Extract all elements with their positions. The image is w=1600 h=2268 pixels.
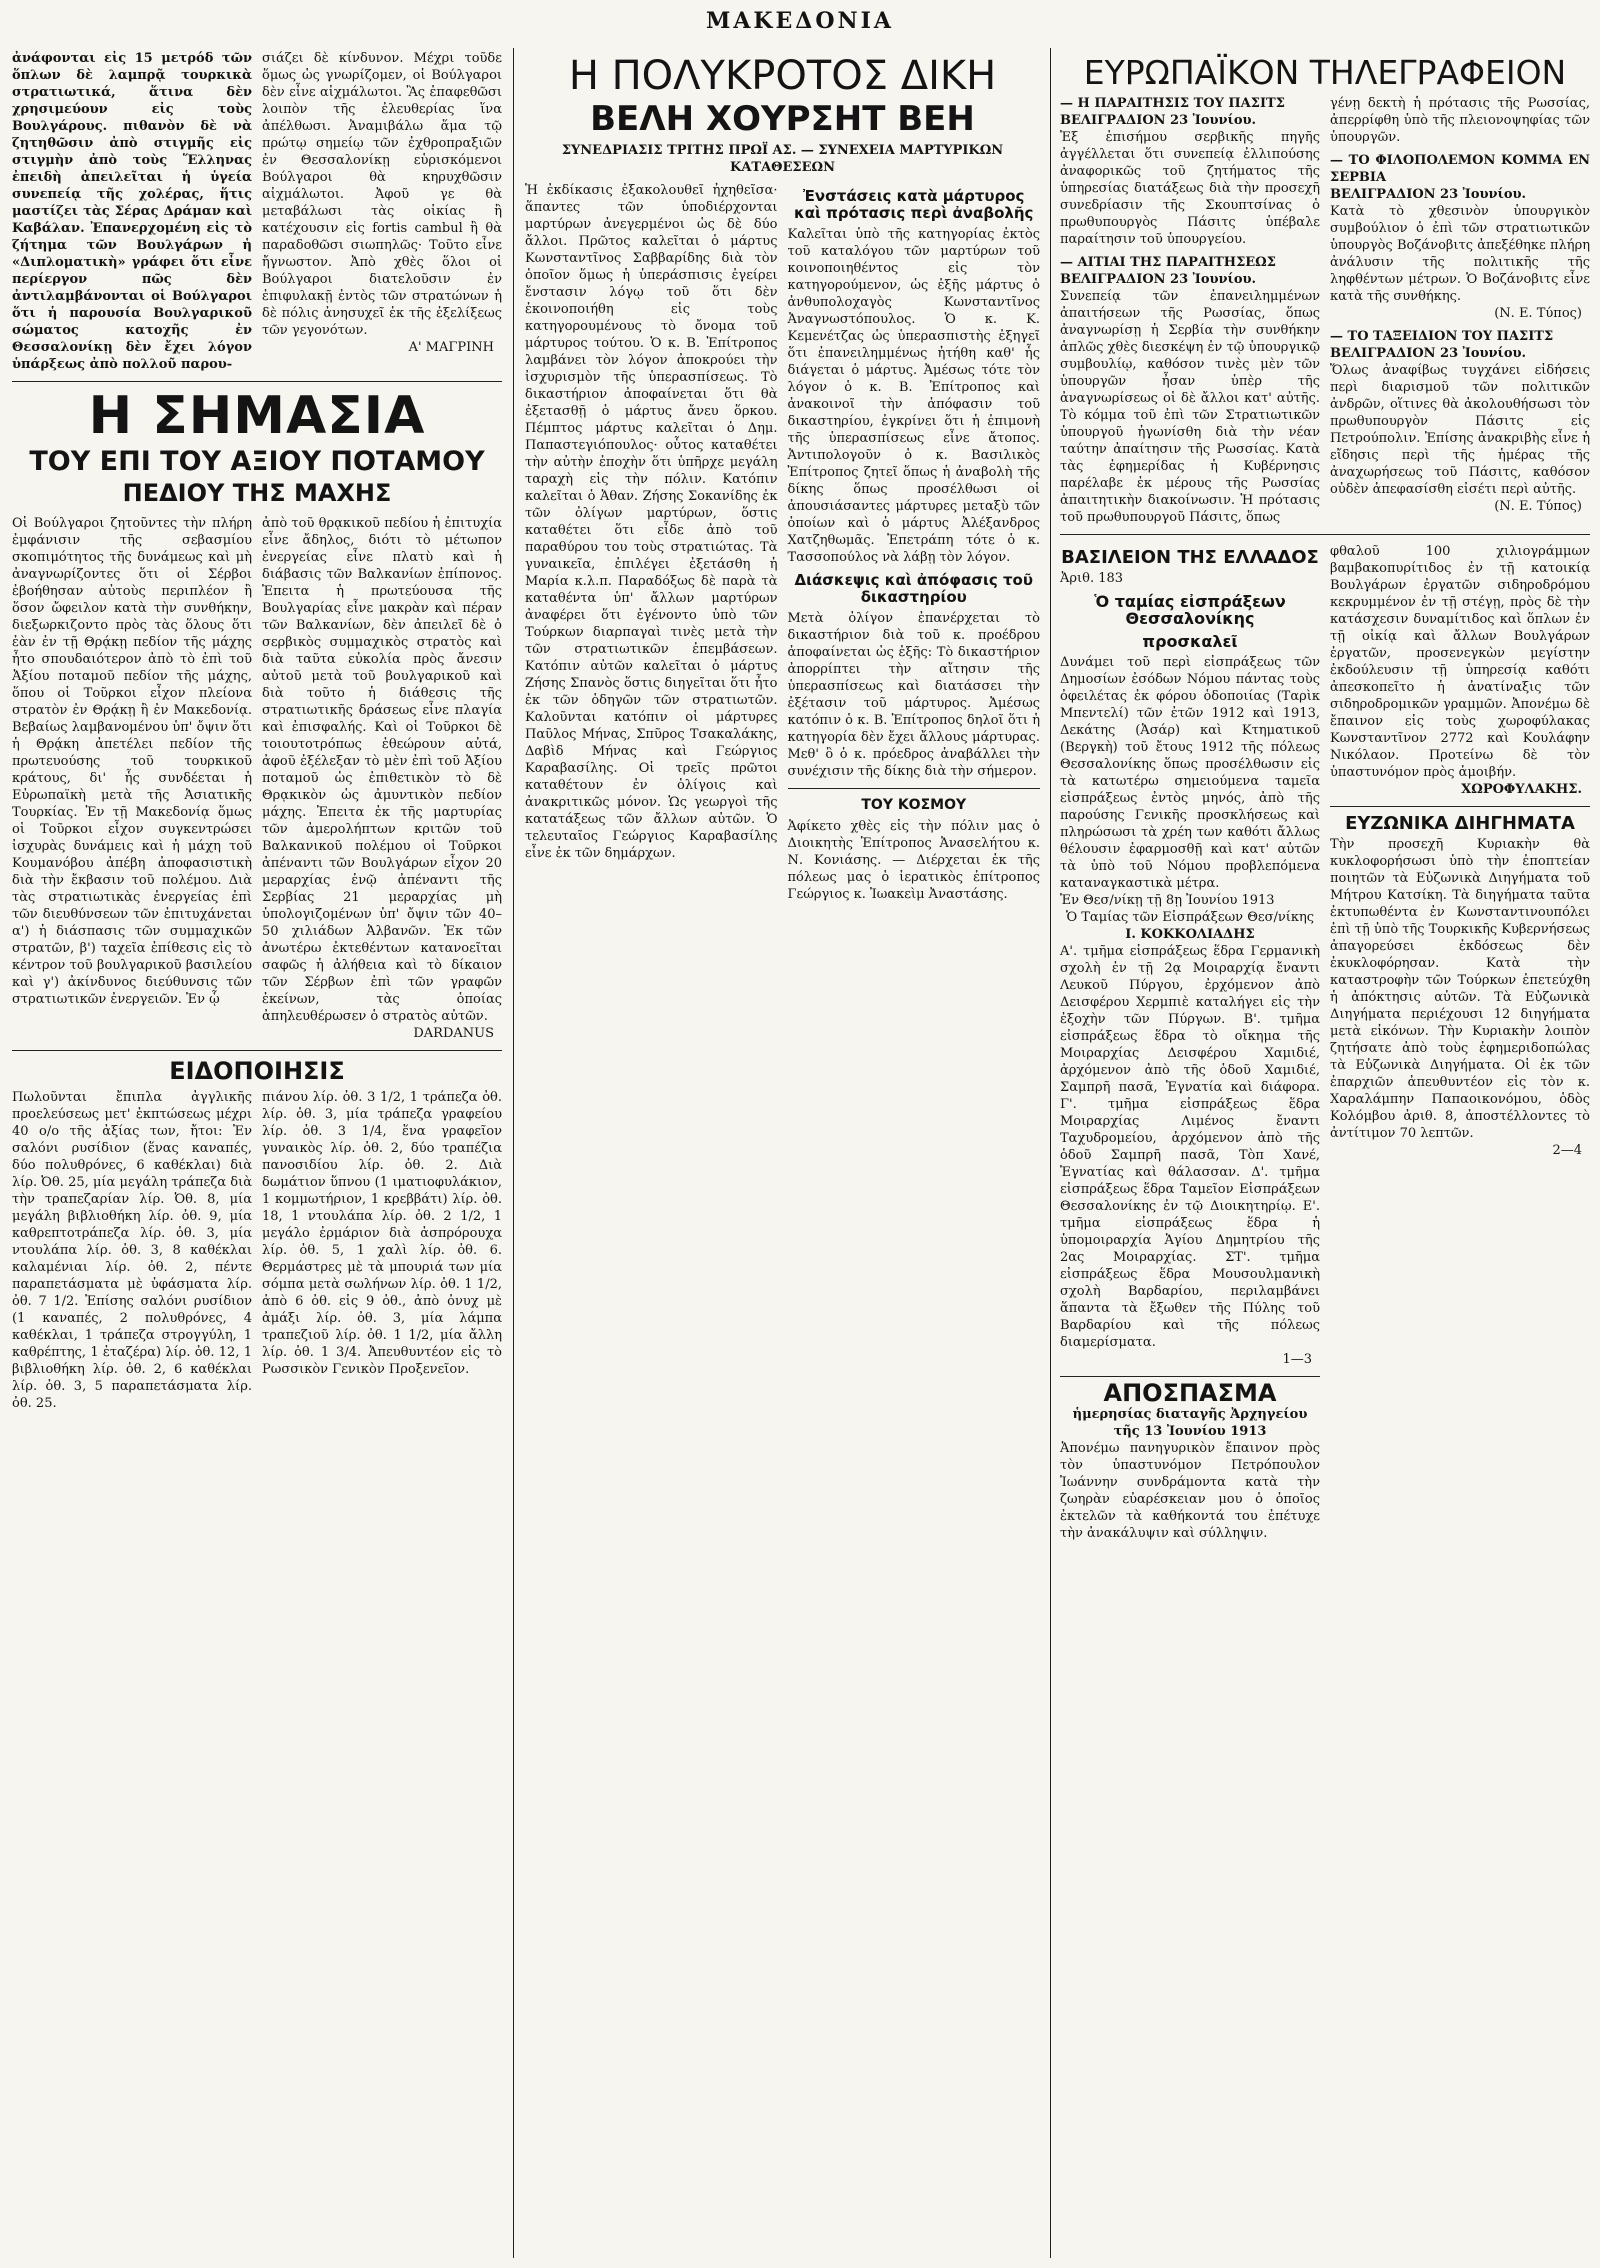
notices-right-text: πιάνου λίρ. ὀθ. 3 1/2, 1 τράπεζα ὀθ. λίρ. ὀθ. 3, μία τράπεζα γραφείου λίρ. ὀθ. 3 1/4, ἕνα γραφεῖον γυναικὸς λίρ. ὀθ. 2, δύο τραπέζια πανοσιδίου λίρ. ὀθ. 2. Διὰ δωμάτιον ὕπνου (1 ιματιοφυλάκιον, 1 κομμωτήριον, 1 κρεββάτι) λίρ. ὀθ. 18, 1 ντουλάπα λίρ. ὀθ. 2 1/2, 1 μεγάλο ἐρμάριον διὰ ἀσπρόρουχα λίρ. ὀθ. 5, 1 χαλὶ λίρ. ὀθ. 6. Θερμάστρες μὲ τὰ μπουριά των μία σόμπα μετὰ σωλήνων λίρ. ὀθ. 1 1/2, ἀπὸ 6 ὀθ. εἰς 9 ὀθ., ἀπὸ ὀνυχ μὲ ἀμάξι λίρ. ὀθ. 3, μία λάμπα τραπεζιοῦ λίρ. ὀθ. 1 1/2, μία ἄλλη λίρ. ὀθ. 1 3/4. Ἀπευθυντέον εἰς τὸ Ρωσσικὸν Γενικὸν Προξενεῖον. xyxy=(262,1090,502,1377)
s2-title: — ΑΙΤΙΑΙ ΤΗΣ ΠΑΡΑΙΤΗΣΕΩΣ xyxy=(1060,255,1276,270)
kingdom-date: Ἐν Θεσ/νίκῃ τῇ 8ῃ Ἰουνίου 1913 xyxy=(1060,893,1275,908)
s5-title: — ΤΟ ΤΑΞΕΙΔΙΟΝ ΤΟΥ ΠΑΣΙΤΣ xyxy=(1330,329,1554,344)
notices-left-text: Πωλοῦνται ἔπιπλα ἀγγλικῆς προελεύσεως μετ' ἐκπτώσεως μέχρι 40 ο/ο τῆς ἀξίας των, ἤτοι: Ἐν σαλόνι ρυσίδιον (ἕνας καναπές, δύο πολυθρόνες, 6 καθέκλαι) διὰ λίρ. Ὀθ. 25, μία μεγάλη τράπεζα διὰ τὴν τραπεζαρίαν λίρ. Ὀθ. 8, μία μεγάλη βιβλιοθήκη λίρ. ὀθ. 9, μία καθρεπτοτράπεζα λίρ. ὀθ. 3, μία ντουλάπα λίρ. ὀθ. 3, 8 καθέκλαι καλαμένιαι λίρ. ὀθ. 2, πέντε παραπετάσματα μὲ ὑφάσματα λίρ. ὀθ. 7 1/2. Ἐπίσης σαλόνι ρυσίδιον (1 καναπές, 2 πολυθρόνες, 4 καθέκλαι, 1 τράπεζα στρογγύλη, 1 καθρέπτης, 1 ἐταζέρα) λίρ. ὀθ. 12, 1 βιβλιοθήκη λίρ. ὀθ. 2, 6 καθέκλαι λίρ. ὀθ. 3, 5 παραπετάσματα λίρ. ὀθ. 25. xyxy=(12,1090,252,1411)
column-rule-2 xyxy=(1050,48,1051,2258)
kingdom-call: προσκαλεῖ xyxy=(1142,632,1238,651)
trial-subhead: ΒΕΛΗ ΧΟΥΡΣΗΤ ΒΕΗ xyxy=(590,99,975,139)
masthead: ΜΑΚΕΔΟΝΙΑ xyxy=(705,8,894,34)
kingdom-number: Ἀριθ. 183 xyxy=(1060,571,1124,586)
top-article-right: σιάζει δὲ κίνδυνον. Μέχρι τοῦδε ὅμως ὡς γνωρίζομεν, οἱ Βούλγαροι δὲν εἶνε αἰχμάλωτοι. Ἂς ἐπαφεθῶσι λοιπὸν τῆς ἐλευθερίας ἵνα ἀπέλθωσι. Ἀναμιβάλω ἅμα τῷ πρώτῳ σημείῳ τῶν ἐχθροπραξιῶν ἐν Θεσσαλονίκῃ εὑρισκόμενοι Βούλγαροι θὰ κηρυχθῶσιν αἰχμάλωτοι. Ἀφοῦ γε θὰ μεταβάλωσι τὰς οἰκίας ἢ κατέχουσιν εἰς fortis cambul ἢ θὰ παραδοθῶσι σιωπηλῶς· Τοῦτο εἶνε ἤγνωστον. Ἀπὸ χθὲς ὅλοι οἱ Βούλγαροι διατελοῦσιν ἐν ἐπιφυλακῇ ἐντὸς τῶν στρατώνων ἡ δὲ πόλις ἀνησυχεῖ ἐκ τῆς ἐξελίξεως τῶν γεγονότων. xyxy=(262,51,502,338)
s1-title: — Η ΠΑΡΑΙΤΗΣΙΣ ΤΟΥ ΠΑΣΙΤΣ xyxy=(1060,96,1285,111)
kingdom-subtitle: Ὁ ταμίας εἰσπράξεων Θεσσαλονίκης xyxy=(1094,592,1286,628)
trial-body-right: Καλεῖται ὑπὸ τῆς κατηγορίας ἐκτὸς τοῦ καταλόγου τῶν μαρτύρων τοῦ κοινοποιηθέντος εἰς τὸν κατηγορούμενον, ὡς ἐξῆς μάρτυς ὁ ἀνθυπολοχαγὸς Κωνσταντῖνος Ἀναγνωστόπουλος. Ὁ κ. Κ. Κεμενέτζας ὡς ὑπερασπιστὴς ἐξηγεῖ ὅτι ἐπανειλημμένως ἠτήθη καθ' ἧς διάγεται ὁ μάρτυς. Ἀμέσως τότε τὸν λόγον ὁ κ. Β. Ἐπίτροπος καὶ ἀνακοινοῖ τὴν ἀπόφασιν τοῦ δικαστηρίου, ἐγκρίνει ὅτι ἡ ἐπιμονὴ τῆς ὑπερασπίσεως εἶνε ἄτοπος. Ἀντιπολογοῦν ὁ κ. Βασιλικὸς Ἐπίτροπος ζητεῖ ὅπως ἡ ἀναβολὴ τῆς δίκης ὅπως προσέλθωσι οἱ ἀπουσιάσαντες μάρτυρες μεταξὺ τῶν ὁποίων καὶ ὁ μάρτυς Ἀλέξανδρος Χατζηθωμᾶς. Ἐπετράπη τότε ὁ κ. Τασσοπούλος νὰ λάβῃ τὸν λόγον. xyxy=(787,227,1040,565)
article-left-text: Οἱ Βούλγαροι ζητοῦντες τὴν πλήρη ἐμφάνισιν τῆς σεβασμίου σκοπιμότητος τῆς δυνάμεως καὶ μὴ ἀναγνωρίζοντες ὅτι οἱ Σέρβοι ἐβοήθησαν αὐτοὺς περιπλέον ἢ ὅσον ὤφειλον κατὰ τὴν συνθήκην, διεξωρκιζοντο πρὸς τὰς ὅλους ὅτι ἐὰν ἐν τῇ Θρᾴκῃ πεδίον τῆς μάχης ἦτο σπουδαιότερον ἀπὸ τὸ ἐπὶ τοῦ Ἀξίου ποταμοῦ πεδίον τῆς μάχης, ὅπου οἱ Τοῦρκοι εἶχον πλείονα στρατὸν ἐν Θρᾴκῃ ἢ ἐν Μακεδονίᾳ. Βεβαίως λαμβανομένου ὑπ' ὄψιν ὅτι ἡ Θρᾴκη ἀπετέλει πεδίον τῆς πρωτευούσης τοῦ τουρκικοῦ κράτους, δι' ἧς συνδέεται ἡ Εὐρωπαϊκὴ μετὰ τῆς Ἀσιατικῆς Τουρκίας. Ἐν τῇ Μακεδονίᾳ ὅμως οἱ Τοῦρκοι εἶχον συγκεντρώσει ἰσχυρὰς δυνάμεις καὶ ἡ μάχη τοῦ Κουμανόβου ἀπέβη ἀποφασιστικὴ διὰ τὴν ἔκβασιν τοῦ πολέμου. Διὰ τὰς στρατιωτικὰς ἐνεργείας ἐπὶ τῶν διευθύνσεων τῶν ἐπιτυχάνεται α') ἡ διάσπασις τῶν συμμαχικῶν στρατῶν, β') ταχεῖα ἐπίθεσις εἰς τὸ κέντρον τοῦ βουλγαρικοῦ βασιλείου καὶ γ') ἀκίνδυνος διεύθυνσις τῶν στρατιωτικῶν ἐνεργειῶν. Ἐν ᾧ xyxy=(12,516,252,1007)
top-article-left: ἀνάφονται εἰς 15 μετρόδ τῶν ὅπλων δὲ λαμπρᾷ τουρκικὰ στρατιωτικά, ἅτινα δὲν χρησιμεύουν εἰς τοὺς Βουλγάρους. πιθανὸν δὲ νὰ ζητηθῶσιν ἀπὸ στιγμῆς εἰς στιγμὴν ἀπὸ τοὺς Ἕλληνας ἐπειδὴ ἀπειλεῖται ἡ ὑγεία συνεπείᾳ τῆς χολέρας, ἥτις μαστίζει τὰς Σέρας Δράμαν καὶ Καβάλαν. Ἐπανερχομένη εἰς τὸ ζήτημα τῶν Βουλγάρων ἡ «Διπλοματικὴ» γράφει ὅτι εἶνε περίεργον πῶς δὲν ἀντιλαμβάνονται οἱ Βούλγαροι ὅτι ἡ παρουσία Βουλγαρικοῦ σώματος κατοχῆς ἐν Θεσσαλονίκῃ δὲν ἔχει λόγον ὑπάρξεως ἀπὸ πολλοῦ παρου- xyxy=(12,51,252,372)
trial-body-left: Ἡ ἐκδίκασις ἐξακολουθεῖ ἠχηθεῖσα· ἅπαντες τῶν ὑποδιέρχονται μαρτύρων ἀνεγερμένοι ὡς δὲ δύο ἄλλοι. Πρῶτος καλεῖται ὁ μάρτυς Κωνσταντῖνος Σαββαρίδης διὰ τὸν ὁποῖον ὅμως ἡ ὑπεράσπισις ἐγείρει ἔνστασιν λόγῳ τοῦ ὅτι δὲν ἐκοινοποιήθη εἰς τοὺς κατηγορουμένους τὸ ὄνομα τοῦ μάρτυρος τούτου. Ὁ κ. Β. Ἐπίτροπος λαμβάνει τὸν λόγον ἀποκρούει τὴν ἰσχυρισμὸν τῆς ὑπερασπίσεως. Τὸ δικαστήριον ἀποφαίνεται ὅτι θὰ ἐξετασθῇ ὁ μάρτυς ἄνευ ὅρκου. Πέμπτος μάρτυς καλεῖται ὁ Δημ. Παπαστεγιόπουλος· οὗτος καταθέτει τὴν αὐτὴν ἐποχὴν ὅτι ὑπῆρχε μεγάλη ταραχὴ εἰς τὴν πόλιν. Κατόπιν καλεῖται ὁ Ἀθαν. Ζήσης Σοκανίδης ἐκ τῶν ὀλίγων μαρτύρων, ὅστις καταθέτει ὅτι εἶδε ἀπὸ τοῦ παραθύρου του τοὺς στρατιώτας. Τὰ γυναικεῖα, ἐπιλέγει ἐξετάσθη ἡ Μαρία κ.λ.π. Παραδόξως δὲ παρὰ τὰ καταθέντα ὑπ' ἄλλων μαρτύρων ἀναφέρει ὅτι ἐγένοντο ὑπὸ τῶν Τούρκων διαρπαγαὶ τινὲς μετὰ τὴν τῶν στρατιωτικῶν ἐπεμβάσεων. Κατόπιν αὐτῶν καλεῖται ὁ μάρτυς Ζήσης Σπανὸς ὅστις διηγεῖται ὅτι ἦτο ἐκ τῶν ὁδηγῶν τῶν στρατιωτῶν. Καλοῦνται κατόπιν οἱ μάρτυρες Παῦλος Μήνας, Σπῦρος Τσακαλάκης, Δαβὶδ Μήνας καὶ Γεώργιος Καραβασίλης. Οἱ τρεῖς πρῶτοι καταθέτουν ἐν ὁλίγοις καὶ ἀνακριτικῶς μόνον. Ὡς γεωργοὶ τῆς κατατάξεως τῶν ἄλλων αὐτῶν. Ὁ τελευταῖος Γεώργιος Καραβασίλης εἶνε ἐκ τῶν δημάρχων. xyxy=(525,183,778,861)
s3-text: γένῃ δεκτὴ ἡ πρότασις τῆς Ρωσσίας, ἀπερρίφθη ὑπὸ τῆς πλειονοψηφίας τῶν ὑπουργῶν. xyxy=(1330,96,1590,145)
trial-dek: ΣΥΝΕΔΡΙΑΣΙΣ ΤΡΙΤΗΣ ΠΡΩΪ ΑΣ. — ΣΥΝΕΧΕΙΑ ΜΑΡΤΥΡΙΚΩΝ ΚΑΤΑΘΕΣΕΩΝ xyxy=(561,143,1004,175)
excerpt-text: Ἀπονέμω πανηγυρικὸν ἔπαινον πρὸς τὸν ὑπαστυνόμον Πετρόπουλον Ἰωάννην συνδράμοντα κατὰ τὴν ζωηρὰν εὐαρέσκειαν μου ὁ ὁποῖος ἐκτελῶν τὰ καθήκοντά του ἐπέτυχε τὴν ἀνακάλυψιν καὶ σύλληψιν. xyxy=(1060,1441,1320,1541)
s5-dateline: ΒΕΛΙΓΡΑΔΙΟΝ 23 Ἰουνίου. xyxy=(1330,346,1527,361)
divider xyxy=(1060,1376,1320,1377)
world-title: ΤΟΥ ΚΟΣΜΟΥ xyxy=(861,797,967,813)
signature-top: Α' ΜΑΓΡΙΝΗ xyxy=(408,340,494,355)
s4-text: Κατὰ τὸ χθεσινὸν ὑπουργικὸν συμβούλιον ὁ ἐπὶ τῶν στρατιωτικῶν ὑπουργὸς Βοζάνοβιτς ἀπεξέθηκε πλήρη ἀνάλυσιν τῆς πολιτικῆς τῆς ληφθέντων μέτρων. Ὁ Βοζάνοβιτς εἶνε κατὰ τῆς συνθήκης. xyxy=(1330,204,1590,304)
divider xyxy=(12,381,502,382)
kingdom-signature-2: Ι. ΚΟΚΚΟΛΙΑΔΗΣ xyxy=(1125,927,1255,942)
s4-dateline: ΒΕΛΙΓΡΑΔΙΟΝ 23 Ἰουνίου. xyxy=(1330,187,1527,202)
stories-pages: 2—4 xyxy=(1552,1143,1582,1158)
headline-simasia-sub1: ΤΟΥ ΕΠΙ ΤΟΥ ΑΞΙΟΥ ΠΟΤΑΜΟΥ xyxy=(29,446,485,477)
headline-simasia-sub2: ΠΕΔΙΟΥ ΤΗΣ ΜΑΧΗΣ xyxy=(122,479,392,507)
trial-headline: Η ΠΟΛΥΚΡΟΤΟΣ ΔΙΚΗ xyxy=(568,53,997,99)
trial-section-1: Ἐνστάσεις κατὰ μάρτυρος καὶ πρότασις περὶ ἀναβολῆς xyxy=(794,187,1034,222)
column-3 xyxy=(1060,50,1590,1542)
s5-text: Ὅλως ἀναφίβως τυγχάνει εἰδήσεις περὶ διαρισμοῦ τῶν πολιτικῶν ἀνδρῶν, οἵτινες θὰ ἀκολουθήσωσι τὸν πρωθυπουργὸν Πάσιτς εἰς Πετρούπολιν. Ἐπίσης ἀνακριβὴς εἶνε ἡ εἴδησις περὶ τῆς ἡμέρας τῆς ἀναχωρήσεως τοῦ Πάσιτς, καθόσον οὐδὲν ἀπεφασίσθη εἰσέτι περὶ αὐτῆς. xyxy=(1330,363,1590,497)
article-right-text: ἀπὸ τοῦ θρᾳκικοῦ πεδίου ἡ ἐπιτυχία εἶνε ἄδηλος, διότι τὸ μέτωπον ἐνεργείας εἶνε πλατὺ καὶ ἡ διάβασις τῶν Βαλκανίων ἐπίπονος. Ἐπειτα ἡ πρωτεύουσα τῆς Βουλγαρίας εἶνε μακρὰν καὶ πέραν τῶν Βαλκανίων, δὲν ἀπειλεῖ δὲ ὁ σερβικὸς συμμαχικὸς στρατὸς καὶ διὰ ταῦτα εὐκολία πρὸς ἄνεσιν αὐτοῦ μετὰ τοῦ βουλγαρικοῦ καὶ διὰ τοῦτο ἡ διάθεσις τῆς στρατιωτικῆς δράσεως εἶνε πλαγία καὶ ἐπισφαλής. Καὶ οἱ Τοῦρκοι δὲ τοιουτοτρόπως ἐθεώρουν αὐτά, ἀφοῦ ἐξέλεξαν τὸ μὲν ἐπὶ τοῦ Ἀξίου ποταμοῦ ὡς ἐπιθετικὸν τὸ δὲ Θρᾳκικὸν ὡς ἀμυντικὸν πεδίον μάχης. Ἐπειτα ἐκ τῆς μαρτυρίας τῶν ἀμερολήπτων κριτῶν τοῦ Βαλκανικοῦ πολέμου οἱ Τοῦρκοι ἀπέναντι τῶν Βουλγάρων εἶχον 20 μεραρχίας ἐνῷ ἀπέναντι τῆς Σερβίας 21 μεραρχίας μὴ ὑπολογιζομένων ὑπ' ὄψιν τῶν 40–50 χιλιάδων Ἀλβανῶν. Ἐκ τῶν ἀνωτέρω ἐκτεθέντων κατανοεῖται σαφῶς ἡ ἀλήθεια καὶ τὸ δίκαιον τῶν Σέρβων ἐπὶ τῶν γραφῶν ἐκείνων, τὰς ὁποίας ἀπηλευθέρωσεν ὁ στρατὸς αὐτῶν. xyxy=(262,516,502,1024)
excerpt-subtitle: ἡμερησίας διαταγῆς Ἀρχηγείου τῆς 13 Ἰουνίου 1913 xyxy=(1072,1407,1308,1439)
column-2 xyxy=(525,50,1040,903)
trial-section-2: Διάσκεψις καὶ ἀπόφασις τοῦ δικαστηρίου xyxy=(794,571,1033,606)
world-text: Ἀφίκετο χθὲς εἰς τὴν πόλιν μας ὁ Διοικητὴς Ἐπίτροπος Ἀνασελήτου κ. Ν. Κονιάσης. — Διέρχεται ἐκ τῆς πόλεως μας ὁ ἱερατικὸς ἐπίτροπος Γεώργιος κ. Ἰωακεὶμ Ἀναστάσης. xyxy=(787,819,1040,902)
s4-title: — ΤΟ ΦΙΛΟΠΟΛΕΜΟΝ ΚΟΜΜΑ ΕΝ ΣΕΡΒΙΑ xyxy=(1330,153,1590,185)
right-top-text: φθαλοῦ 100 χιλιογράμμων βαμβακοπυρίτιδος ἐν τῇ κατοικίᾳ Βουλγάρων ἐργατῶν σιδηροδρόμου κεκρυμμένον ἐν τῇ στέγῃ, πρὸς δὲ τὴν κατάσχεσιν δυναμίτιδος καὶ ὅπλων ἐν τῇ οἰκίᾳ καὶ ἄλλων Βουλγάρων ἐργατῶν, προσενεγκὼν μεγίστην ἐκδούλευσιν τῇ ὑπηρεσίᾳ καθότι ἀπεσκοπεῖτο ἡ ἀνατίναξις τῶν σιδηροδρομικῶν γραμμῶν. Ἀπονέμω δὲ ἔπαινον εἰς τοὺς χωροφύλακας Κωνσταντῖνον 2772 καὶ Κουλάφην Νικόλαον. Προτείνω δὲ τὸν ὑπαστυνόμον πρὸς ἀμοιβήν. xyxy=(1330,544,1590,780)
telegraph-headline: ΕΥΡΩΠΑΪΚΟΝ ΤΗΛΕΓΡΑΦΕΙΟΝ xyxy=(1083,53,1567,92)
excerpt-title: ΑΠΟΣΠΑΣΜΑ xyxy=(1103,1379,1277,1407)
kingdom-text: Δυνάμει τοῦ περὶ εἰσπράξεως τῶν Δημοσίων ἐσόδων Νόμου πάντας τοὺς ὀφειλέτας ἐκ φόρου ὁδοποιίας (Ταρὶκ Μπεντελί) τῶν ἐτῶν 1912 καὶ 1913, Δεκάτης (Ἀσάρ) καὶ Κτηματικοῦ (Βεργκὴ) τοῦ ἔτους 1912 τῆς πόλεως Θεσσαλονίκης ὅπως προσέλθωσιν εἰς τὰ κατωτέρω σημειούμενα ταμεῖα εἰσπράξεως ἐντὸς μηνός, ἀπὸ τῆς παρούσης Γενικῆς προσκλήσεως καὶ πληρώσωσι τὰ χρέη των καθότι ἄλλως θέλουσιν ἐφαρμοσθῇ καὶ κατ' αὐτῶν τὰ ὑπὸ τοῦ Νόμου προβλεπόμενα καταναγκαστικὰ μέτρα. xyxy=(1060,655,1320,891)
stories-title: ΕΥΖΩΝΙΚΑ ΔΙΗΓΗΜΑΤΑ xyxy=(1345,813,1575,834)
right-top-signature: ΧΩΡΟΦΥΛΑΚΗΣ. xyxy=(1461,782,1582,797)
kingdom-pages: 1—3 xyxy=(1282,1352,1312,1367)
stories-text: Τὴν προσεχῆ Κυριακὴν θὰ κυκλοφορήσωσι ὑπὸ τὴν ἐποπτείαν ποιητῶν τὰ Εὐζωνικὰ Διηγήματα τοῦ Μήτρου Κατσίκη. Τὰ διηγήματα ταῦτα ἐκτυπωθέντα ἐν Κωνσταντινουπόλει ἐπὶ τῇ ὑπὸ τῆς Τουρκικῆς Κυβερνήσεως ἀπαγορεύσει ἐκδόσεως δὲν ἐκυκλοφόρησαν. Κατὰ τὴν καταστροφὴν τῶν Τούρκων ἐπετεύχθη ἡ ἀπόκτησις αὐτῶν. Τὰ Εὐζωνικὰ Διηγήματα περιέχουσι 12 διηγήματα μετὰ εἰκόνων. Τὴν Κυριακὴν λοιπὸν ζητήσατε ἀπὸ τοὺς ἐφημεριδοπώλας τὰ Εὐζωνικὰ Διηγήματα. Οἱ ἐκ τῶν ἐπαρχιῶν ἀπευθυντέον εἰς τὸν κ. Χαραλάμπην Παπαοικονόμου, ὁδὸς Κολόμβου ἀριθ. 8, ἀποστέλλοντες τὸ ἀντίτιμον 70 λεπτῶν. xyxy=(1330,837,1590,1141)
s1-text: Ἐξ ἐπισήμου σερβικῆς πηγῆς ἀγγέλλεται ὅτι συνεπείᾳ ἐλλιπούσης ἀναφορικῶς τοῦ ζητήματος τῆς ὑπηρεσίας διατάξεως διὰ τὴν προσεχῆ συνεδρίασιν τῆς Σκουπτσίνας ὁ πρωθυπουργὸς Πάσιτς ὑπέβαλε παραίτησιν τοῦ ὑπουργείου. xyxy=(1060,130,1320,247)
trial-body-right-2: Μετὰ ὀλίγον ἐπανέρχεται τὸ δικαστήριον διὰ τοῦ κ. προέδρου ἀποφαίνεται ὡς ἑξῆς: Τὸ δικαστήριον ἀπορρίπτει τὴν αἴτησιν τῆς ὑπερασπίσεως καὶ διατάσσει τὴν ἐξέτασιν τοῦ μάρτυρος. Ἀμέσως κατόπιν ὁ κ. Β. Ἐπίτροπος δηλοῖ ὅτι ἡ κατηγορία δὲν ἔχει ἄλλους μάρτυρας. Μεθ' ὃ ὁ κ. πρόεδρος ἀναβάλλει τὴν συνέχισιν τῆς δίκης διὰ τὴν σήμερον. xyxy=(787,611,1040,779)
s2-dateline: ΒΕΛΙΓΡΑΔΙΟΝ 23 Ἰουνίου. xyxy=(1060,272,1257,287)
kingdom-signature-1: Ὁ Ταμίας τῶν Εἰσπράξεων Θεσ/νίκης xyxy=(1065,910,1315,925)
divider xyxy=(788,788,1041,789)
s2-text: Συνεπείᾳ τῶν ἐπανειλημμένων ἀπαιτήσεων τῆς Ρωσσίας, ὅπως ἀναγνωρίσῃ ἡ Σερβία τὴν συνθήκην ἁπλῶς χθὲς διεσκέψη ἐν τῷ ὑπουργικῷ συμβουλίῳ, καθόσον τινὲς μὲν τῶν ὑπουργῶν ἦσαν ὑπὲρ τῆς ἀναγνωρίσεως οἱ δὲ ἄλλοι κατ' αὐτῆς. Τὸ κόμμα τοῦ ἐπὶ τῶν Στρατιωτικῶν ὑπουργοῦ ἠγωνίσθη διὰ τὴν νέαν ταύτην ἀπαίτησιν τῆς Ρωσσίας. Κατὰ τὰς ἐφημερίδας ἡ Κυβέρνησις παρέλαβε ἐκ μέρους τῆς Ρωσσίας ἀπαιτητικὴν διακοίνωσιν. Ἡ πρότασις τοῦ πρωθυπουργοῦ Πάσιτς, ὅπως xyxy=(1060,289,1320,525)
kingdom-title: ΒΑΣΙΛΕΙΟΝ ΤΗΣ ΕΛΛΑΔΟΣ xyxy=(1061,547,1319,568)
column-rule-1 xyxy=(513,48,514,2258)
headline-simasia: Η ΣΗΜΑΣΙΑ xyxy=(88,386,426,446)
s5-signature: (Ν. Ε. Τύπος) xyxy=(1494,499,1582,514)
notices-title: ΕΙΔΟΠΟΙΗΣΙΣ xyxy=(169,1057,345,1085)
divider xyxy=(1330,806,1590,807)
kingdom-list: Α'. τμῆμα εἰσπράξεως ἕδρα Γερμανικὴ σχολὴ ἐν τῇ 2ᾳ Μοιραρχίᾳ ἔναντι Λευκοῦ Πύργου, ἐρχόμενον ἀπὸ Δεισφέρου Χερμπιὲ καταλήγει εἰς τὴν ἐξοχὴν τῶν Πύργων. Β'. τμῆμα εἰσπράξεως ἕδρα τὸ οἴκημα τῆς Μοιραρχίας Δεισφέρου Χαμιδιέ, ἀρχόμενον ἀπὸ τῆς ὁδοῦ Χαμιδιέ, Σαμπρῆ πασᾶ, Ἐγνατία καὶ διάφορα. Γ'. τμῆμα εἰσπράξεως ἕδρα Μοιραρχίας Λιμένος ἔναντι Ταχυδρομείου, ἀρχόμενον ἀπὸ τῆς ὁδοῦ Σαμπρῆ πασᾶ, Τὸπ Χανέ, Ἐγνατίας καὶ θάλασσαν. Δ'. τμῆμα εἰσπράξεως ἕδρα Ταμεῖον Εἰσπράξεων Θεσσαλονίκης ἐν τῷ Διοικητηρίῳ. Ε'. τμῆμα εἰσπράξεως ἕδρα ἡ ὑπομοιραρχία Ἁγίου Δημητρίου τῆς 2ας Μοιραρχίας. ΣΤ'. τμῆμα εἰσπράξεως ἕδρα Μουσουλμανικὴ σχολὴ Βαρδαρίου, περιλαμβάνει ἅπαντα τὰ ἔξωθεν τῆς Πύλης τοῦ Βαρδαρίου καὶ τῆς πόλεως διαμερίσματα. xyxy=(1060,944,1320,1350)
divider xyxy=(1060,534,1590,535)
signature-article: DARDANUS xyxy=(413,1026,494,1041)
divider xyxy=(12,1050,502,1051)
column-1 xyxy=(12,50,502,1412)
s4-signature: (Ν. Ε. Τύπος) xyxy=(1494,306,1582,321)
s1-dateline: ΒΕΛΙΓΡΑΔΙΟΝ 23 Ἰουνίου. xyxy=(1060,113,1257,128)
